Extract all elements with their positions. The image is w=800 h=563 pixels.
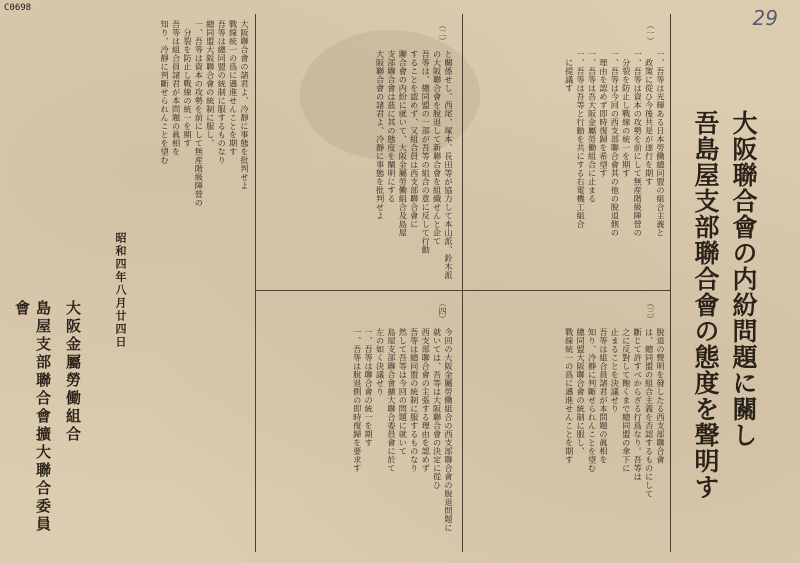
statement-line: 大阪聯合會の諸君よ、冷靜に事態を批判せよ (375, 50, 386, 220)
statement-line: 戰線統一の爲に邁進せんことを期す (228, 20, 239, 156)
statement-line: 吾等は總同盟の統制に服するものなり (217, 20, 228, 165)
statement-line: 總同盟大阪聯合會の統制に服し、 (576, 328, 587, 456)
statement-line: 聯合會の内紛に就いて、大阪金屬勞働組合及島屋 (398, 50, 409, 237)
statement-line: 吾等は組合員諸君が本問題の眞相を (598, 328, 609, 464)
resolution-5b: に提議す (564, 50, 575, 93)
resolution-4: 一、吾等は吾大阪金屬勞働組合に止まる (587, 50, 598, 203)
statement-line: 吾等は組合員諸君が本問題の眞相を (171, 20, 182, 156)
statement-line: 島屋支部聯合會擴大聯合委員會に於て (386, 328, 397, 473)
resolution-2: 一、吾等は資本の攻勢を前にして無産階級陣營の (633, 50, 644, 237)
title-line-1: 大阪聯合會の内紛問題に關し (729, 110, 758, 448)
left-body-block (140, 20, 250, 240)
section-marker-2: （二） (438, 21, 447, 45)
statement-line: 戰線統一の爲に邁進せんことを期す (564, 328, 575, 464)
statement-line: は、總同盟の組合主義を否認するものにして (644, 328, 655, 498)
center-divider (462, 14, 463, 552)
date-line: 昭和四年八月廿四日 (114, 232, 127, 349)
statement-line: 脫退の聲明を發したる西支部聯合會 (656, 328, 666, 464)
statement-line: 然して吾等は今回の問題に就いて (398, 328, 409, 456)
resolution-1b: 政策に從ひ今後共是が遂行を期す (644, 50, 655, 186)
resolution-2b: 分裂を防止し戰線の統一を期す (621, 50, 632, 178)
resolution-5: 一、吾等は吾等と行動を共にする右電機工組合 (576, 50, 587, 229)
section-marker-4: （四） (438, 299, 447, 323)
statement-line: 左の如く決議せり (375, 328, 386, 396)
section-marker-3: （三） (646, 299, 655, 323)
statement-line: 知り、冷靜に判斷せられんことを望む (160, 20, 171, 165)
union-name: 大阪金屬勞働組合 (64, 300, 82, 444)
section-marker-1: （一） (646, 21, 655, 45)
document-number: C0698 (4, 3, 32, 13)
statement-line: 總同盟大阪聯合會の統制に服し、 (205, 20, 216, 148)
statement-line: 吾等は總同盟の統制に服するものなり (409, 328, 420, 473)
statement-line: 一、吾等は資本の攻勢を前にして無産階級陣營の (194, 20, 205, 207)
statement-line: 止まることを決議せり (610, 328, 621, 413)
statement-line: 大阪聯合會の諸君よ、冷靜に事態を批判せよ (240, 20, 250, 190)
committee-name: 島屋支部聯合會擴大聯合委員會 (13, 300, 52, 534)
resolution-1: 一、吾等は光輝ある日本勞働總同盟の組合主義と (656, 50, 666, 237)
statement-line: 支部聯合會は茲に其の態度を闡明にする (386, 50, 397, 203)
statement-line: 之に反對して飽くまで總同盟の傘下に (621, 328, 632, 473)
statement-line: 就いては、吾等は大阪聯合會の決定に從ひ (432, 328, 443, 490)
statement-line: 一、吾等は脫退側の即時復歸を要求す (352, 328, 363, 473)
page-number: 29 (752, 6, 778, 30)
resolution-3: 一、吾等は今回の西支部聯合會其の他の脫退側の (610, 50, 621, 237)
statement-block-bottom-right (476, 328, 666, 550)
statement-block-top (268, 50, 454, 286)
title-divider (670, 14, 671, 552)
statement-line: することを認めず、又組合員は西支部聯合會に (409, 50, 420, 229)
statement-line: 西支部聯合會の主張する理由を認めず (421, 328, 432, 473)
statement-line: 分裂を防止し戰線の統一を期す (182, 20, 193, 148)
title-line-2: 吾島屋支部聯合會の態度を聲明す (691, 110, 720, 500)
statement-line: 吾等は、總同盟の一部が吾等の組合の意に反して行動 (421, 50, 432, 254)
statement-line: 一、吾等は聯合會の統一を期す (364, 328, 375, 447)
statement-line: 知り、冷靜に判斷せられんことを望む (587, 328, 598, 473)
statement-line: と關係せし、西尾、塚本、長田等が協力して本山派、鈴木派 (444, 50, 454, 280)
resolution-3b: 理由を認めず即時復歸を希望す (598, 50, 609, 178)
resolutions-block (476, 50, 666, 286)
left-divider (255, 14, 256, 552)
statement-line: 斷じて許すべからざる行爲なり。吾等は (633, 328, 644, 481)
statement-line: 今回の大阪金屬勞働組合の西支部聯合會の脫退問題に (444, 328, 454, 532)
statement-block-bottom-middle (268, 328, 454, 550)
statement-line: の大阪聯合會を脫退して新聯合會を組織せんと企て (432, 50, 443, 246)
